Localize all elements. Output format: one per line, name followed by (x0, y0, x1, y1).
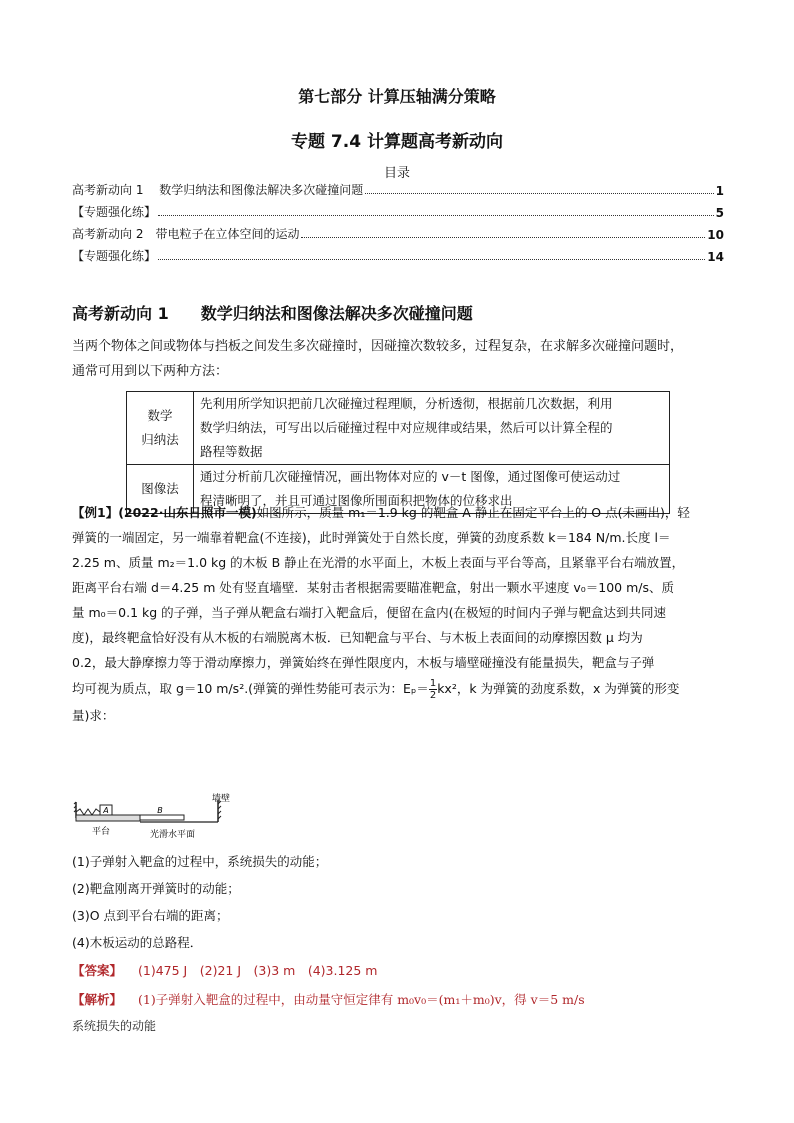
question: (3)O 点到平台右端的距离； (72, 908, 229, 923)
toc-entry-page: 5 (715, 206, 724, 220)
topic-title: 专题 7.4 计算题高考新动向 (291, 132, 503, 152)
board-b (140, 815, 184, 820)
toc-entry[interactable] (72, 180, 724, 198)
method-name (127, 392, 194, 465)
intro-line: 当两个物体之间或物体与挡板之间发生多次碰撞时，因碰撞次数较多，过程复杂，在求解多次碰撞问题时， (72, 339, 684, 354)
example-line: 量)求： (72, 708, 115, 723)
intro-paragraph (72, 334, 724, 384)
explanation-continuation: 系统损失的动能 (72, 1019, 157, 1033)
toc-entry-label: 【专题强化练】 (72, 249, 157, 263)
toc-entry[interactable] (72, 246, 724, 264)
platform (76, 815, 140, 821)
example-problem (72, 500, 724, 728)
fraction-numerator: 1 (429, 678, 437, 689)
board-b-label: B (157, 806, 163, 815)
method-line: 先利用所学知识把前几次碰撞过程理顺，分析透彻，根据前几次数据，利用 (200, 396, 613, 411)
toc-entry-label: 【专题强化练】 (72, 205, 157, 219)
box-a-label: A (103, 806, 109, 815)
example-line: 2.25 m、质量 m₂＝1.0 kg 的木板 B 静止在光滑的水平面上，木板上表面与平台等高，且紧靠平台右端放置， (72, 555, 685, 570)
spring (76, 809, 100, 815)
toc-entry-label: 高考新动向 2 带电粒子在立体空间的运动 (72, 227, 300, 241)
toc-leader (365, 193, 713, 194)
method-name-line: 图像法 (141, 481, 179, 496)
method-name-line: 数学 (147, 408, 173, 423)
example-text: 如图所示，质量 m₁＝1.9 kg 的靶盒 A 静止在固定平台上的 O 点(未画出)，轻 (256, 505, 690, 520)
toc-heading: 目录 (383, 166, 410, 181)
answer-text: (1)475 J (2)21 J (3)3 m (4)3.125 m (138, 963, 378, 978)
toc-entry-page: 10 (707, 228, 724, 242)
platform-label: 平台 (92, 827, 111, 837)
explanation-line (72, 990, 585, 1008)
fraction-half (429, 678, 437, 701)
methods-table (126, 391, 670, 514)
question: (2)靶盒刚离开弹簧时的动能； (72, 881, 240, 896)
answer-line (72, 961, 377, 979)
example-tag: 【例1】 (72, 505, 119, 520)
answer-label: 【答案】 (72, 963, 123, 978)
example-line: 0.2，最大静摩擦力等于滑动摩擦力，弹簧始终在弹性限度内，木板与墙壁碰撞没有能量损失，靶盒与子弹 (72, 655, 655, 670)
toc-entry[interactable] (72, 202, 724, 220)
fraction-denominator: 2 (429, 690, 437, 701)
example-source: (2022·山东日照市一模) (118, 505, 257, 520)
example-line: 度)，最终靶盒恰好没有从木板的右端脱离木板．已知靶盒与平台、与木板上表面间的动摩擦因数 μ 均为 (72, 630, 643, 645)
question: (4)木板运动的总路程． (72, 935, 203, 950)
method-line: 通过分析前几次碰撞情况，画出物体对应的 v－t 图像，通过图像可使运动过 (200, 469, 621, 484)
method-line: 路程等数据 (200, 444, 263, 459)
toc-entry[interactable] (72, 224, 724, 242)
wall-label: 墙壁 (212, 794, 231, 804)
toc-leader (158, 215, 714, 216)
setup-diagram (72, 792, 242, 842)
question: (1)子弹射入靶盒的过程中，系统损失的动能； (72, 854, 328, 869)
toc-entry-page: 14 (707, 250, 724, 264)
explanation-text: (1)子弹射入靶盒的过程中，由动量守恒定律有 m₀v₀＝(m₁＋m₀)v，得 v＝5 m/s (138, 992, 585, 1007)
method-description (194, 392, 670, 465)
example-line: 量 m₀＝0.1 kg 的子弹，当子弹从靶盒右端打入靶盒后，便留在盒内(在极短的时间内子弹与靶盒达到共同速 (72, 605, 667, 620)
intro-line: 通常可用到以下两种方法： (72, 364, 229, 379)
example-line: 弹簧的一端固定，另一端靠着靶盒(不连接)，此时弹簧处于自然长度，弹簧的劲度系数 k＝184 N/m.长度 l＝ (72, 530, 671, 545)
toc-entry-page: 1 (715, 184, 724, 198)
toc-leader (158, 259, 705, 260)
toc-leader (301, 237, 705, 238)
method-name-line: 归纳法 (141, 432, 179, 447)
toc-entry-label: 高考新动向 1 数学归纳法和图像法解决多次碰撞问题 (72, 183, 364, 197)
section-heading: 高考新动向 1 数学归纳法和图像法解决多次碰撞问题 (72, 304, 473, 323)
method-line: 程清晰明了，并且可通过图像所围面积把物体的位移求出 (200, 493, 513, 508)
example-text: kx²，k 为弹簧的劲度系数，x 为弹簧的形变 (437, 681, 680, 696)
example-text: 均可视为质点，取 g＝10 m/s².(弹簧的弹性势能可表示为：Eₚ＝ (72, 681, 429, 696)
example-line: 距离平台右端 d＝4.25 m 处有竖直墙壁．某射击者根据需要瞄准靶盒，射出一颗水平速度 v₀＝100 m/s、质 (72, 580, 674, 595)
method-line: 数学归纳法，可写出以后碰撞过程中对应规律或结果，然后可以计算全程的 (200, 420, 613, 435)
explanation-label: 【解析】 (72, 992, 123, 1007)
table-row (127, 392, 670, 465)
part-title: 第七部分 计算压轴满分策略 (298, 87, 496, 106)
surface-label: 光滑水平面 (150, 830, 196, 840)
example-line (72, 675, 724, 703)
example-line (72, 500, 724, 525)
